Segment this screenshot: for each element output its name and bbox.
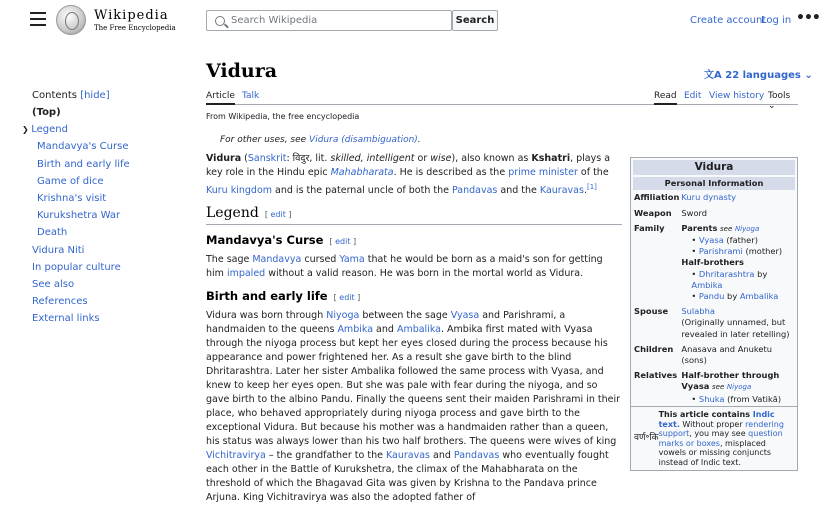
- kauravas-link[interactable]: Kauravas: [539, 185, 584, 197]
- niyoga-link-infobox[interactable]: Niyoga: [734, 224, 760, 233]
- intro-paragraph: Vidura (Sanskrit: विदुर, lit. skilled, intelligent or wise), also known as Kshatri, plays a key role in the Hindu epic Mahabharata. He is described as the prime minister of the Kuru kingdom and is the paternal uncle of both the Pandavas and the Kauravas.[1]: [206, 153, 611, 197]
- language-selector[interactable]: 文A 22 languages ⌄: [704, 70, 813, 81]
- toc-item-references[interactable]: References: [32, 296, 88, 308]
- disambiguation-link[interactable]: Vidura (disambiguation): [309, 135, 418, 145]
- edit-mandavya-link[interactable]: edit: [335, 237, 351, 247]
- ambika-link-infobox[interactable]: Ambika: [691, 279, 723, 290]
- toc-hide-link[interactable]: [hide]: [80, 90, 110, 101]
- toc-item-mandavya[interactable]: Mandavya's Curse: [37, 141, 129, 153]
- tab-read[interactable]: Read: [654, 91, 677, 105]
- login-link[interactable]: Log in: [761, 15, 792, 26]
- site-subtitle: From Wikipedia, the free encyclopedia: [206, 112, 360, 121]
- niyoga-link-relatives[interactable]: Niyoga: [726, 383, 752, 392]
- kuru-dynasty-link[interactable]: Kuru dynasty: [681, 192, 736, 203]
- toc-item-external[interactable]: External links: [32, 313, 100, 325]
- shuka-link[interactable]: Shuka: [698, 393, 725, 404]
- search-button[interactable]: Search: [452, 10, 498, 31]
- parishrami-link[interactable]: Parishrami: [698, 246, 743, 257]
- vichitravirya-link[interactable]: Vichitravirya: [206, 450, 266, 462]
- infobox-table: [633, 190, 795, 406]
- toc-item-birth[interactable]: Birth and early life: [37, 158, 130, 170]
- edit-birth-link[interactable]: edit: [339, 293, 355, 303]
- pandavas-link[interactable]: Pandavas: [451, 185, 498, 197]
- page-title: Vidura: [206, 60, 278, 82]
- birth-paragraph: Vidura was born through Niyoga between the sage Vyasa and Parishrami, a handmaiden to the queens Ambika and Ambalika. Ambika first mated with Vyasa through the niyoga process but kept her eyes closed during the process because his appearance and power frightened her. As a result she gave birth to the blind Dhritarashtra. Later her sister Ambalika followed the same process with Vyasa, and knew to keep her eyes open. But she was pale with fear during the niyoga, and so gave birth to the albino Pandu. Finally the queens sent their maiden Parishrami in their place, who behaved appropriately during niyoga process and gave birth to the exceptional Vidura. But because his mother was a handmaiden rather than a queen, his status was always lower than his two half brothers. The queens were wives of king Vichitravirya – the grandfather to the Kauravas and Pandavas who eventually fought each other in the Battle of Kurukshetra, the climax of the Mahabharata on the threshold of which the Bhagavad Gita was given by Krishna to the Pandava prince Arjuna. King Vichitravirya was also the adopted father of: [206, 310, 621, 504]
- table-row: Weapon Sword: [634, 207, 708, 218]
- tools-menu[interactable]: Tools ⌄: [768, 91, 791, 111]
- question-marks-link[interactable]: question marks or boxes: [658, 429, 783, 448]
- chevron-down-icon: ⌄: [804, 70, 813, 81]
- table-row: Children Anasava and Anuketu (sons): [634, 343, 773, 366]
- ambalika-link-infobox[interactable]: Ambalika: [739, 291, 779, 302]
- tab-talk[interactable]: Talk: [242, 91, 260, 101]
- translate-icon: 文A: [704, 70, 726, 81]
- rendering-support-link[interactable]: rendering support: [658, 419, 784, 438]
- mahabharata-link[interactable]: Mahabharata: [330, 167, 394, 178]
- pandavas-link-2[interactable]: Pandavas: [453, 450, 500, 462]
- wikipedia-globe-logo[interactable]: [56, 5, 86, 35]
- create-account-link[interactable]: Create account: [690, 15, 767, 26]
- kuru-kingdom-link[interactable]: Kuru kingdom: [206, 185, 273, 197]
- section-birth: Birth and early life [ edit ]: [206, 289, 361, 304]
- kauravas-link-2[interactable]: Kauravas: [385, 450, 430, 462]
- infobox-subheader: Personal Information: [633, 177, 795, 190]
- table-of-contents: [22, 90, 192, 330]
- table-row: Relatives Half-brother through Vyasa see Niyoga • Shuka (from Vatikā): [634, 370, 782, 404]
- toc-item-top[interactable]: (Top): [32, 107, 61, 118]
- hatnote: For other uses, see Vidura (disambiguation).: [220, 135, 421, 145]
- toc-item-krishna[interactable]: Krishna's visit: [37, 192, 107, 204]
- infobox: [630, 157, 798, 410]
- ambalika-link[interactable]: Ambalika: [396, 324, 441, 336]
- mandavya-paragraph: The sage Mandavya cursed Yama that he would be born as a maid's son for getting him impaled without a valid reason. He was born in the mortal world as Vidura.: [206, 254, 603, 280]
- search-icon: [215, 16, 225, 26]
- dhritarashtra-link[interactable]: Dhritarashtra: [698, 268, 755, 279]
- toc-item-war[interactable]: Kurukshetra War: [37, 210, 121, 222]
- sulabha-link[interactable]: Sulabha: [681, 306, 715, 317]
- chevron-down-icon: ⌄: [768, 101, 776, 111]
- indic-text-link[interactable]: Indic text.: [658, 410, 775, 429]
- prime-minister-link[interactable]: prime minister: [508, 167, 578, 178]
- ambika-link[interactable]: Ambika: [337, 324, 374, 336]
- toc-item-dice[interactable]: Game of dice: [37, 175, 104, 187]
- main-menu-icon[interactable]: [30, 12, 46, 26]
- table-row: Spouse Sulabha (Originally unnamed, but revealed in later retelling): [634, 306, 790, 339]
- pandu-link[interactable]: Pandu: [698, 291, 725, 302]
- article-body: [206, 152, 622, 505]
- tab-history[interactable]: View history: [709, 91, 765, 101]
- impaled-link[interactable]: impaled: [226, 268, 266, 280]
- toc-item-culture[interactable]: In popular culture: [32, 261, 121, 273]
- table-row: Family Parents see Niyoga • Vyasa (father) • Parishrami (mother) Half-brothers • Dhritarashtra by Ambika • Pandu by Ambalika: [634, 222, 783, 302]
- edit-legend-link[interactable]: edit: [270, 210, 286, 220]
- table-row: Affiliation Kuru dynasty: [634, 192, 736, 203]
- toc-item-label[interactable]: Legend: [31, 124, 68, 136]
- section-mandavya: Mandavya's Curse [ edit ]: [206, 233, 357, 248]
- niyoga-link[interactable]: Niyoga: [326, 310, 360, 322]
- toc-title: Contents [hide]: [32, 90, 110, 101]
- yama-link[interactable]: Yama: [339, 254, 365, 266]
- reference-1[interactable]: [1]: [586, 183, 597, 191]
- search-placeholder: Search Wikipedia: [231, 15, 318, 26]
- infobox-title: Vidura: [633, 160, 795, 175]
- tab-article[interactable]: Article: [206, 91, 235, 105]
- indic-text-notice: वर्ण॰कि This article contains Indic text. Without proper rendering support, you may see question marks or boxes, misplaced vowels or missing conjuncts instead of Indic text.: [630, 406, 798, 471]
- site-header: [0, 0, 840, 42]
- mandavya-link[interactable]: Mandavya: [252, 254, 302, 266]
- wikipedia-tagline: The Free Encyclopedia: [94, 24, 176, 32]
- vyasa-link[interactable]: Vyasa: [450, 310, 480, 322]
- vyasa-link-infobox[interactable]: Vyasa: [698, 235, 724, 246]
- toc-item-legend[interactable]: [22, 124, 192, 141]
- section-legend: Legend [ edit ]: [206, 206, 622, 225]
- indic-script-icon: वर्ण॰कि: [634, 432, 659, 443]
- tab-edit[interactable]: Edit: [684, 91, 702, 101]
- page-tabs: [206, 88, 798, 111]
- toc-item-see-also[interactable]: See also: [32, 278, 75, 290]
- wikipedia-wordmark[interactable]: Wikipedia The Free Encyclopedia: [94, 8, 176, 32]
- toc-item-death[interactable]: Death: [37, 227, 68, 239]
- more-options-icon[interactable]: •••: [796, 10, 820, 26]
- search-input[interactable]: [206, 10, 452, 31]
- toc-item-niti[interactable]: Vidura Niti: [32, 244, 85, 256]
- chevron-down-icon[interactable]: ❯: [22, 125, 32, 135]
- sanskrit-link[interactable]: Sanskrit: [247, 153, 287, 164]
